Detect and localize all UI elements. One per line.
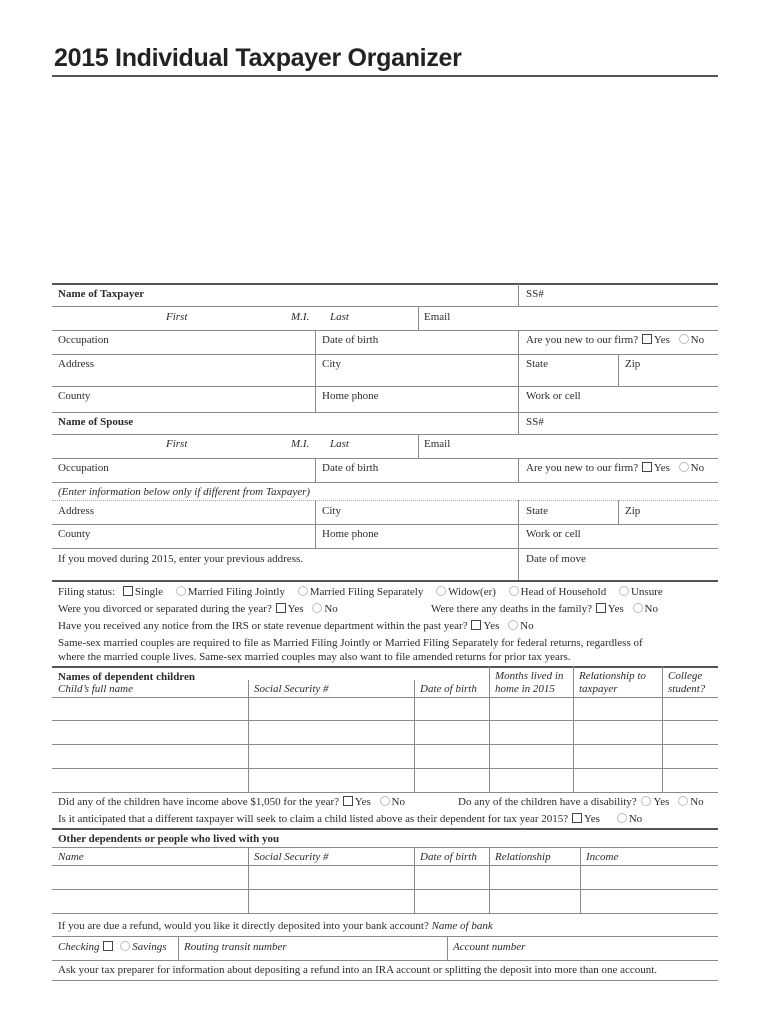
spouse-note: (Enter information below only if different from Taxpayer) [58,486,311,498]
routing-number-label: Routing transit number [184,941,287,953]
account-number-label: Account number [453,941,526,953]
divider [414,847,415,913]
divider [618,500,619,524]
taxpayer-email-label: Email [424,311,451,323]
divider [52,524,718,525]
savings-label: Savings [132,941,167,953]
divider [52,913,718,914]
divider [52,792,718,793]
question-text: Are you new to our firm? [526,462,639,474]
children-income-question [58,796,405,809]
spouse-work-cell-label: Work or cell [526,528,581,540]
divider [315,524,316,548]
filing-status-row [58,586,663,599]
spouse-home-phone-label: Home phone [322,528,379,540]
divider [52,936,718,937]
question-text: Were you divorced or separated during the year? [58,603,272,615]
divider [52,458,718,459]
taxpayer-new-question [526,334,704,347]
dependent-children-header: Names of dependent children [58,671,195,683]
spouse-county-label: County [58,528,91,540]
spouse-mi-label: M.I. [291,438,310,450]
hoh-checkbox[interactable] [509,586,519,596]
divider [52,865,718,866]
no-checkbox[interactable] [679,334,689,344]
divider [52,482,718,483]
spouse-new-question [526,462,704,475]
yes-label: Yes [653,462,670,474]
spouse-first-label: First [166,438,188,450]
question-text: Have you received any notice from the IRS or state revenue department within the past year? [58,620,468,632]
question-text: If you are due a refund, would you like it directly deposited into your bank account? [58,920,429,932]
yes-label: Yes [583,813,600,825]
same-sex-note-line-1: Same-sex married couples are required to file as Married Filing Jointly or Married Filing Separately for federal returns, regardless of [58,637,643,649]
taxpayer-mi-label: M.I. [291,311,310,323]
spouse-dob-label: Date of birth [322,462,379,474]
no-label: No [628,813,643,825]
taxpayer-state-label: State [526,358,548,370]
divider [573,666,574,792]
divider [662,666,663,792]
question-text: Is it anticipated that a different taxpayer will seek to claim a child listed above as their dependent for tax year 2015? [58,813,569,825]
mfj-label: Married Filing Jointly [187,586,285,598]
divider [178,936,179,960]
divider [518,524,519,548]
yes-label: Yes [483,620,500,632]
spouse-state-label: State [526,505,548,517]
yes-label: Yes [607,603,624,615]
taxpayer-zip-label: Zip [625,358,641,370]
taxpayer-ssn-label: SS# [526,288,544,300]
unsure-label: Unsure [630,586,663,598]
yes-checkbox[interactable] [471,620,481,630]
col-dob: Date of birth [420,851,477,863]
col-relationship-line-2: taxpayer [579,683,618,695]
col-relationship: Relationship [495,851,551,863]
taxpayer-city-label: City [322,358,341,370]
divorced-question [58,603,338,616]
widow-checkbox[interactable] [436,586,446,596]
divider [315,458,316,482]
divider [580,847,581,913]
date-of-move-label: Date of move [526,553,586,565]
no-checkbox[interactable] [633,603,643,613]
yes-checkbox[interactable] [641,796,651,806]
no-label: No [644,603,658,615]
col-months-line-1: Months lived in [495,670,564,682]
taxpayer-work-cell-label: Work or cell [526,390,581,402]
col-ssn: Social Security # [254,851,329,863]
divider [52,580,718,582]
divider [52,980,718,981]
taxpayer-first-label: First [166,311,188,323]
yes-checkbox[interactable] [572,813,582,823]
yes-checkbox[interactable] [343,796,353,806]
title-rule [52,75,718,77]
taxpayer-name-label: Name of Taxpayer [58,288,145,300]
checking-checkbox[interactable] [103,941,113,951]
deaths-question [431,603,658,616]
same-sex-note-line-2: where the married couple lives. Same-sex married couples may also want to file amended returns for prior tax years. [58,651,571,663]
divider [518,330,519,354]
divider [52,412,718,413]
col-college-line-1: College [668,670,703,682]
yes-label: Yes [354,796,371,808]
col-name: Name [58,851,84,863]
spouse-email-label: Email [424,438,451,450]
divider [518,386,519,412]
mfs-label: Married Filing Separately [309,586,424,598]
divider [248,847,249,913]
taxpayer-home-phone-label: Home phone [322,390,379,402]
divider [52,666,718,668]
refund-question [58,920,493,933]
no-checkbox[interactable] [679,462,689,472]
divider [518,500,519,524]
taxpayer-dob-label: Date of birth [322,334,379,346]
spouse-city-label: City [322,505,341,517]
page-title: 2015 Individual Taxpayer Organizer [54,44,462,72]
divider [52,847,718,848]
divider [518,354,519,386]
checking-label: Checking [58,941,100,953]
no-checkbox[interactable] [617,813,627,823]
divider [52,434,718,435]
spouse-zip-label: Zip [625,505,641,517]
mfs-checkbox[interactable] [298,586,308,596]
col-college-line-2: student? [668,683,706,695]
divider [518,458,519,482]
no-checkbox[interactable] [312,603,322,613]
taxpayer-address-label: Address [58,358,95,370]
divider [52,828,718,830]
taxpayer-last-label: Last [330,311,349,323]
no-label: No [690,334,705,346]
divider [52,697,718,698]
col-dob: Date of birth [420,683,477,695]
no-label: No [690,796,704,808]
col-months-line-2: home in 2015 [495,683,555,695]
divider [315,386,316,412]
no-checkbox[interactable] [508,620,518,630]
unsure-checkbox[interactable] [619,586,629,596]
single-checkbox[interactable] [123,586,133,596]
taxpayer-county-label: County [58,390,91,402]
question-text: Do any of the children have a disability? [458,796,637,808]
spouse-occupation-label: Occupation [58,462,109,474]
ira-note: Ask your tax preparer for information about depositing a refund into an IRA account or splitting the deposit into more than one account. [58,964,658,976]
yes-checkbox[interactable] [642,462,652,472]
divider [52,768,718,769]
divider [518,548,519,580]
moved-question: If you moved during 2015, enter your previous address. [58,553,304,565]
hoh-label: Head of Household [520,586,607,598]
filing-status-label: Filing status: [58,586,116,598]
divider [315,354,316,386]
divider [315,500,316,524]
divider [52,744,718,745]
divider [52,548,718,549]
children-claim-question [58,813,642,826]
irs-notice-question [58,620,534,633]
no-label: No [324,603,338,615]
yes-checkbox[interactable] [642,334,652,344]
divider [489,847,490,913]
taxpayer-occupation-label: Occupation [58,334,109,346]
widow-label: Widow(er) [448,586,496,598]
yes-label: Yes [653,334,670,346]
mfj-checkbox[interactable] [176,586,186,596]
divider [418,434,419,458]
divider [52,960,718,961]
children-disability-question [458,796,704,809]
no-checkbox[interactable] [678,796,688,806]
divider [418,306,419,330]
divider [518,284,519,306]
account-type-row [58,941,167,954]
divider [52,306,718,307]
no-label: No [520,620,534,632]
section-divider [52,283,718,285]
col-child-name: Child’s full name [58,683,133,695]
yes-checkbox[interactable] [276,603,286,613]
no-label: No [391,796,405,808]
yes-label: Yes [653,796,670,808]
yes-label: Yes [287,603,304,615]
divider [52,330,718,331]
spouse-ssn-label: SS# [526,416,544,428]
divider [315,330,316,354]
divider [618,354,619,386]
savings-checkbox[interactable] [120,941,130,951]
col-ssn: Social Security # [254,683,329,695]
divider [52,386,718,387]
divider [52,720,718,721]
spouse-last-label: Last [330,438,349,450]
question-text: Did any of the children have income above $1,050 for the year? [58,796,340,808]
question-text: Were there any deaths in the family? [431,603,592,615]
question-text: Are you new to our firm? [526,334,639,346]
divider [52,889,718,890]
bank-name-label: Name of bank [431,920,493,932]
col-relationship-line-1: Relationship to [579,670,646,682]
divider [489,666,490,792]
single-label: Single [134,586,164,598]
yes-checkbox[interactable] [596,603,606,613]
divider [447,936,448,960]
other-dependents-header: Other dependents or people who lived with you [58,833,280,845]
spouse-name-label: Name of Spouse [58,416,134,428]
col-income: Income [586,851,619,863]
no-checkbox[interactable] [380,796,390,806]
spouse-address-label: Address [58,505,95,517]
no-label: No [690,462,705,474]
divider [518,412,519,434]
